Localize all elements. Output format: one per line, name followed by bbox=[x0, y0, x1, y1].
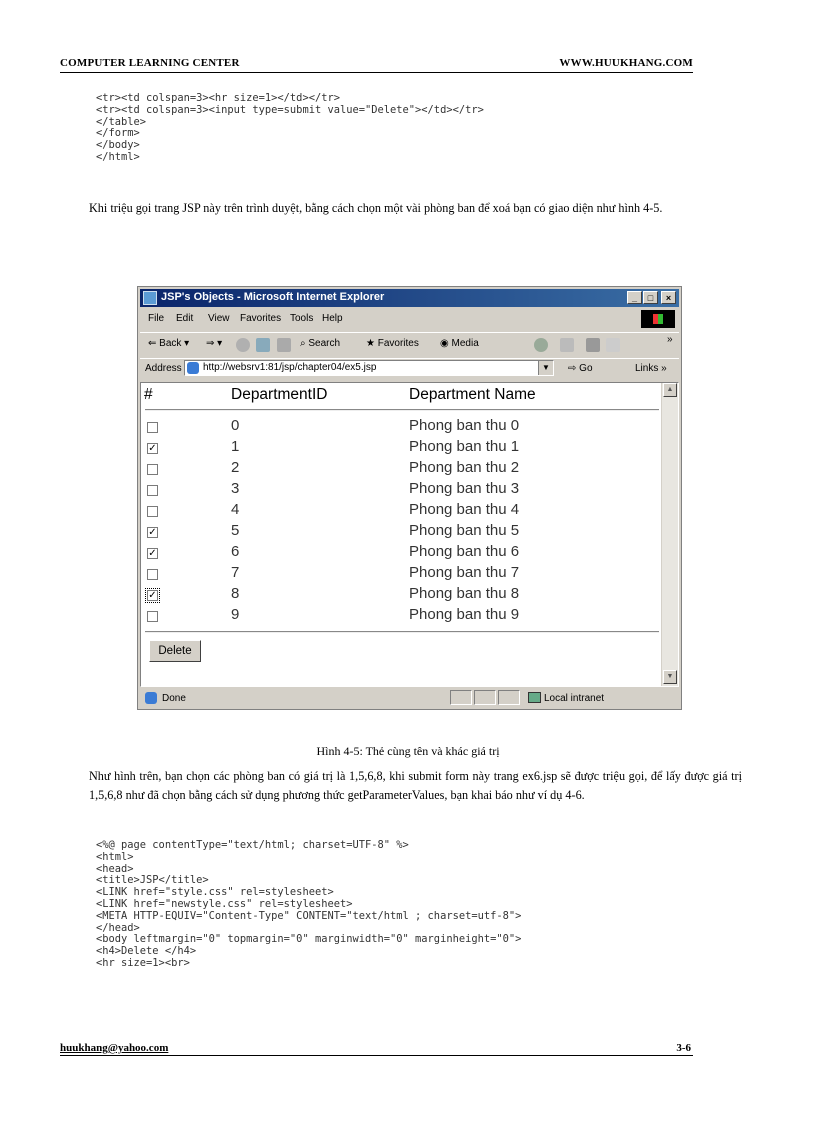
go-label: Go bbox=[579, 363, 593, 374]
row-checkbox[interactable] bbox=[147, 611, 158, 622]
status-panel bbox=[474, 690, 496, 705]
menu-favorites[interactable]: Favorites bbox=[240, 313, 282, 324]
search-button[interactable]: ⌕ Search bbox=[300, 338, 341, 349]
code-line: </form> bbox=[96, 127, 140, 140]
mail-icon[interactable] bbox=[560, 338, 574, 352]
department-name: Phong ban thu 2 bbox=[409, 459, 520, 476]
code-line: </head> bbox=[96, 921, 140, 934]
vertical-scrollbar[interactable] bbox=[661, 383, 678, 686]
department-name: Phong ban thu 0 bbox=[409, 417, 520, 434]
stop-icon[interactable] bbox=[236, 338, 250, 352]
delete-button[interactable]: Delete bbox=[149, 640, 201, 662]
address-input[interactable] bbox=[184, 360, 554, 376]
forward-button[interactable]: ⇒ ▾ bbox=[206, 338, 223, 349]
code-line: <META HTTP-EQUIV="Content-Type" CONTENT="text/html ; charset=utf-8"> bbox=[96, 909, 522, 922]
table-row bbox=[141, 438, 661, 459]
intranet-icon bbox=[528, 692, 541, 703]
code-block-2 bbox=[96, 840, 521, 970]
page-done-icon bbox=[145, 692, 157, 704]
department-name: Phong ban thu 5 bbox=[409, 522, 520, 539]
zone-text: Local intranet bbox=[544, 693, 605, 704]
back-label: Back bbox=[159, 338, 182, 349]
status-panel bbox=[498, 690, 520, 705]
menu-tools[interactable]: Tools bbox=[290, 313, 314, 324]
paragraph-2: Như hình trên, bạn chọn các phòng ban có giá trị là 1,5,6,8, khi submit form này trang ex6.jsp sẽ được triệu gọi, để lấy được giá trị 1,5,6,8 như đã chọn bằng cách sử dụng phương thức getParameterValues, bạn khai báo như ví dụ 4-6. bbox=[89, 769, 742, 802]
code-line: <hr size=1><br> bbox=[96, 956, 190, 969]
menu-edit[interactable]: Edit bbox=[176, 313, 194, 324]
status-bar bbox=[140, 689, 679, 707]
department-id: 6 bbox=[231, 543, 240, 560]
code-line: <LINK href="style.css" rel=stylesheet> bbox=[96, 886, 334, 899]
row-checkbox[interactable] bbox=[147, 422, 158, 433]
table-row bbox=[141, 459, 661, 480]
edit-icon[interactable] bbox=[606, 338, 620, 352]
scroll-down-icon[interactable]: ▼ bbox=[663, 670, 677, 684]
print-icon[interactable] bbox=[586, 338, 600, 352]
table-row bbox=[141, 480, 661, 501]
column-header-hash: # bbox=[144, 386, 153, 403]
maximize-button[interactable]: □ bbox=[643, 291, 658, 304]
department-name: Phong ban thu 4 bbox=[409, 501, 520, 518]
go-button[interactable]: ⇨ Go bbox=[568, 363, 593, 374]
title-bar bbox=[140, 289, 679, 307]
divider bbox=[145, 409, 659, 411]
menu-file[interactable]: File bbox=[148, 313, 165, 324]
code-line: <html> bbox=[96, 850, 134, 863]
paragraph-1: Khi triệu gọi trang JSP này trên trình duyệt, bằng cách chọn một vài phòng ban để xoá bạn có giao diện như hình 4-5. bbox=[89, 201, 663, 215]
department-id: 9 bbox=[231, 606, 240, 623]
search-label: Search bbox=[308, 338, 341, 349]
department-name: Phong ban thu 8 bbox=[409, 585, 520, 602]
column-header-department-id: DepartmentID bbox=[231, 386, 328, 403]
refresh-icon[interactable] bbox=[256, 338, 270, 352]
department-name: Phong ban thu 9 bbox=[409, 606, 520, 623]
links-label: Links bbox=[635, 363, 659, 374]
toolbar bbox=[140, 332, 679, 355]
menu-bar bbox=[140, 310, 679, 328]
code-line: <tr><td colspan=3><input type=submit value="Delete"></td></tr> bbox=[96, 103, 484, 116]
window-title: JSP's Objects - Microsoft Internet Explorer bbox=[161, 291, 385, 303]
department-id: 4 bbox=[231, 501, 240, 518]
browser-window bbox=[137, 286, 682, 710]
header-right: WWW.HUUKHANG.COM bbox=[559, 57, 693, 69]
divider bbox=[145, 631, 659, 633]
footer-email: huukhang@yahoo.com bbox=[60, 1042, 169, 1054]
menu-view[interactable]: View bbox=[208, 313, 230, 324]
row-checkbox[interactable] bbox=[147, 569, 158, 580]
code-line: </html> bbox=[96, 150, 140, 163]
page-footer bbox=[60, 1042, 693, 1056]
code-block-1 bbox=[96, 93, 484, 164]
table-row bbox=[141, 501, 661, 522]
table-row bbox=[141, 606, 661, 627]
toolbar-chevron-icon[interactable]: » bbox=[667, 334, 673, 345]
figure-caption: Hình 4-5: Thẻ cùng tên và khác giá trị bbox=[316, 744, 500, 758]
windows-logo-icon bbox=[641, 310, 675, 328]
history-icon[interactable] bbox=[534, 338, 548, 352]
row-checkbox[interactable]: ✓ bbox=[148, 443, 157, 454]
department-id: 0 bbox=[231, 417, 240, 434]
page-icon bbox=[187, 362, 199, 374]
code-line: <h4>Delete </h4> bbox=[96, 945, 197, 958]
code-line: <tr><td colspan=3><hr size=1></td></tr> bbox=[96, 92, 340, 104]
department-id: 8 bbox=[231, 585, 240, 602]
ie-icon bbox=[143, 291, 157, 305]
department-name: Phong ban thu 1 bbox=[409, 438, 520, 455]
table-row bbox=[141, 543, 661, 564]
close-button[interactable]: × bbox=[661, 291, 676, 304]
department-id: 2 bbox=[231, 459, 240, 476]
favorites-label: Favorites bbox=[377, 338, 419, 349]
links-button[interactable]: Links » bbox=[635, 363, 667, 374]
table-row bbox=[141, 522, 661, 543]
minimize-button[interactable]: _ bbox=[627, 291, 642, 304]
menu-help[interactable]: Help bbox=[322, 313, 343, 324]
code-line: <LINK href="newstyle.css" rel=stylesheet> bbox=[96, 897, 353, 910]
header-left: COMPUTER LEARNING CENTER bbox=[60, 57, 240, 69]
row-checkbox[interactable]: ✓ bbox=[148, 527, 157, 538]
code-line: <head> bbox=[96, 862, 134, 875]
page-header bbox=[60, 57, 693, 73]
address-bar bbox=[140, 358, 679, 379]
row-checkbox[interactable] bbox=[147, 485, 158, 496]
url-text: http://websrv1:81/jsp/chapter04/ex5.jsp bbox=[203, 362, 377, 373]
page-content bbox=[140, 382, 679, 687]
row-checkbox[interactable]: ✓ bbox=[148, 548, 157, 559]
department-id: 7 bbox=[231, 564, 240, 581]
column-header-department-name: Department Name bbox=[409, 386, 536, 403]
department-name: Phong ban thu 3 bbox=[409, 480, 520, 497]
table-row bbox=[141, 564, 661, 585]
back-button[interactable]: ⇐ Back ▾ bbox=[148, 338, 190, 349]
status-panel bbox=[450, 690, 472, 705]
department-name: Phong ban thu 6 bbox=[409, 543, 520, 560]
media-label: Media bbox=[451, 338, 479, 349]
code-line: <%@ page contentType="text/html; charset=UTF-8" %> bbox=[96, 839, 409, 851]
code-line: </body> bbox=[96, 139, 140, 152]
row-checkbox[interactable] bbox=[147, 506, 158, 517]
address-label: Address bbox=[145, 363, 182, 374]
status-text: Done bbox=[162, 693, 186, 704]
media-button[interactable]: ◉ Media bbox=[440, 338, 479, 349]
home-icon[interactable] bbox=[277, 338, 291, 352]
table-row bbox=[141, 417, 661, 438]
row-checkbox[interactable]: ✓ bbox=[148, 590, 157, 601]
department-id: 3 bbox=[231, 480, 240, 497]
department-name: Phong ban thu 7 bbox=[409, 564, 520, 581]
code-line: </table> bbox=[96, 115, 147, 128]
address-dropdown-icon[interactable]: ▼ bbox=[538, 361, 553, 375]
table-row bbox=[141, 585, 661, 606]
row-checkbox[interactable] bbox=[147, 464, 158, 475]
scroll-up-icon[interactable]: ▲ bbox=[663, 383, 677, 397]
code-line: <title>JSP</title> bbox=[96, 874, 209, 887]
department-id: 1 bbox=[231, 438, 240, 455]
page-number: 3-6 bbox=[676, 1042, 691, 1054]
department-id: 5 bbox=[231, 522, 240, 539]
code-line: <body leftmargin="0" topmargin="0" marginwidth="0" marginheight="0"> bbox=[96, 933, 522, 946]
favorites-button[interactable]: ★ Favorites bbox=[366, 338, 419, 349]
